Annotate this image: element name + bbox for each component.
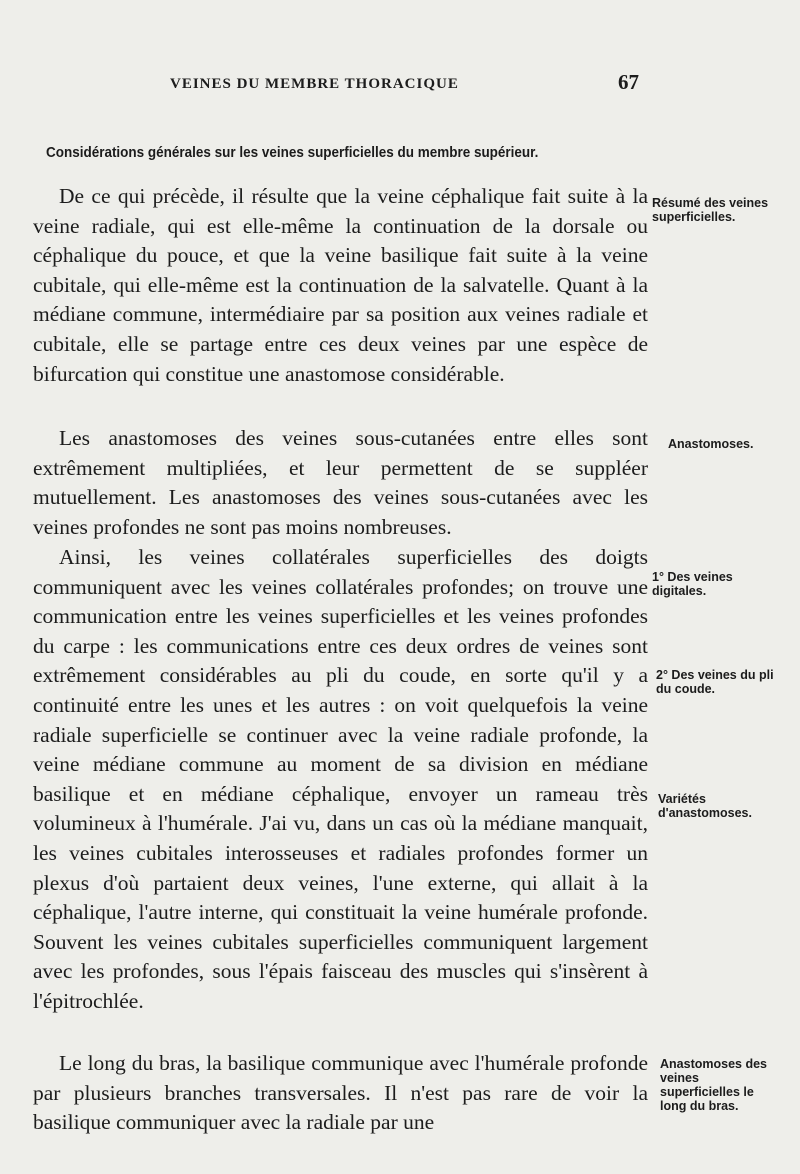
margin-note-varieties: Variétés d'anastomoses. <box>658 792 752 820</box>
paragraph-text: Le long du bras, la basilique communique avec l'humérale profonde par plusieurs branches transversales. Il n'est pas rare de voir la basilique communiquer avec la radiale par une <box>33 1051 648 1135</box>
paragraph-arm <box>33 1049 648 1138</box>
margin-note-elbow-veins: 2° Des veines du pli du coude. <box>656 668 774 696</box>
page-number: 67 <box>618 70 639 94</box>
margin-note-digital-veins: 1° Des veines digitales. <box>652 570 733 598</box>
paragraph-anastomoses <box>33 424 648 542</box>
paragraph-examples <box>33 543 648 1017</box>
running-title: VEINES DU MEMBRE THORACIQUE <box>170 76 459 92</box>
paragraph-text: De ce qui précède, il résulte que la veine céphalique fait suite à la veine radiale, qui est elle-même la continuation de la dorsale ou céphalique du pouce, et que la veine basilique fait suite à la veine cubitale, qui elle-même est la continuation de la salvatelle. Quant à la médiane commune, intermédiaire par sa position aux veines radiale et cubitale, elle se partage entre ces deux veines par une espèce de bifurcation qui constitue une anastomose considérable. <box>33 184 648 386</box>
margin-note-arm-anastomoses: Anastomoses des veines superficielles le long du bras. <box>660 1057 767 1113</box>
paragraph-text: Ainsi, les veines collatérales superficielles des doigts communiquent avec les veines collatérales profondes; on trouve une communication entre les veines superficielles et les veines profondes du carpe : les communications entre ces deux ordres de veines sont extrêmement considérables au pli du coude, en sorte qu'il y a continuité entre les unes et les autres : on voit quelquefois la veine radiale superficielle se continuer avec la veine radiale profonde, la veine médiane commune au moment de sa division en médiane basilique et en médiane céphalique, envoyer un rameau très volumineux à l'humérale. J'ai vu, dans un cas où la médiane manquait, les veines cubitales interosseuses et radiales profondes former un plexus d'où partaient deux veines, l'une externe, qui allait à la céphalique, l'autre interne, qui constituait la veine humérale profonde. Souvent les veines cubitales superficielles communiquent largement avec les profondes, sous l'épais faisceau des muscles qui s'insèrent à l'épitrochlée. <box>33 545 648 1013</box>
paragraph-text: Les anastomoses des veines sous-cutanées entre elles sont extrêmement multipliées, et leur permettent de se suppléer mutuellement. Les anastomoses des veines sous-cutanées avec les veines profondes ne sont pas moins nombreuses. <box>33 426 648 539</box>
paragraph-summary <box>33 182 648 389</box>
section-heading: Considérations générales sur les veines superficielles du membre supérieur. <box>46 145 539 161</box>
margin-note-summary: Résumé des veines superficielles. <box>652 196 769 224</box>
margin-note-anastomoses: Anastomoses. <box>668 437 754 451</box>
